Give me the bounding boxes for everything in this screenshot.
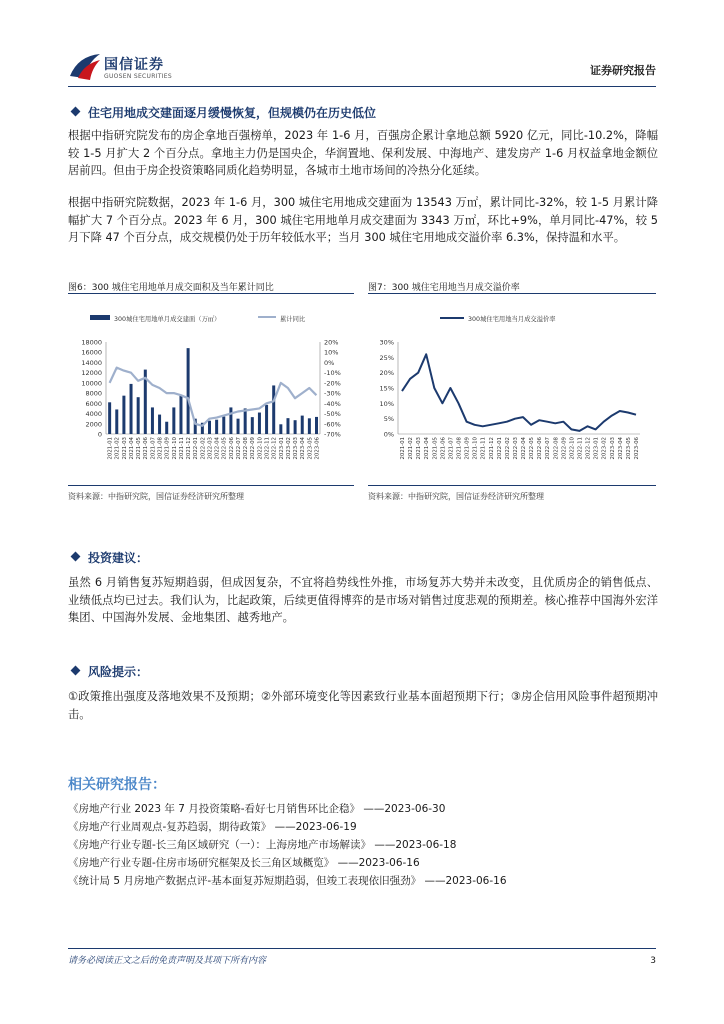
figure-6-bottom-divider xyxy=(68,485,354,486)
x-tick: 2023-03 xyxy=(293,437,300,460)
line-cumulative-yoy xyxy=(110,368,317,426)
diamond-bullet-icon xyxy=(71,666,81,676)
x-tick: 2023-01 xyxy=(593,437,600,460)
x-tick: 2021-07 xyxy=(448,437,455,460)
paragraph-investment: 虽然 6 月销售复苏短期趋弱，但成因复杂，不宜将趋势线性外推，市场复苏大势并未改变，且优质房企的销售低点、业绩低点均已过去。我们认为，比起政策，后续更值得博弈的是市场对销售过度悲观的预期差。核心推荐中国海外宏洋集团、中国海外发展、金地集团、越秀地产。 xyxy=(68,576,658,624)
x-tick: 2021-01 xyxy=(400,437,407,460)
x-tick: 2023-06 xyxy=(633,437,640,460)
x-tick: 2021-07 xyxy=(150,437,157,460)
y-tick-left: 4000 xyxy=(85,410,102,419)
x-tick: 2023-05 xyxy=(307,437,314,460)
bar-area xyxy=(158,415,161,434)
figure-6-divider xyxy=(68,293,354,294)
diamond-bullet-icon xyxy=(71,552,81,562)
x-tick: 2022-03 xyxy=(207,437,214,460)
related-report-item[interactable]: 《统计局 5 月房地产数据点评-基本面复苏短期趋弱，但竣工表现依旧强劲》 ——2023-06-16 xyxy=(68,875,507,887)
y-tick-right: 10% xyxy=(324,348,339,357)
x-tick: 2021-10 xyxy=(171,437,178,460)
x-tick: 2023-02 xyxy=(601,437,608,460)
x-tick: 2022-04 xyxy=(214,437,221,460)
x-tick: 2022-01 xyxy=(193,437,200,460)
y-tick-left: 0 xyxy=(97,430,102,439)
x-tick: 2022-09 xyxy=(250,437,257,460)
report-type: 证券研究报告 xyxy=(590,64,656,77)
page-header xyxy=(68,50,656,88)
x-tick: 2022-07 xyxy=(235,437,242,460)
y-tick-left: 2000 xyxy=(85,420,102,429)
x-tick: 2021-12 xyxy=(488,437,495,460)
x-tick: 2021-09 xyxy=(464,437,471,460)
y-tick: 20% xyxy=(379,369,394,378)
bar-area xyxy=(172,407,175,434)
bar-area xyxy=(108,402,111,434)
x-tick: 2022-06 xyxy=(537,437,544,460)
y-tick-left: 12000 xyxy=(81,369,102,378)
logo-icon xyxy=(68,52,102,82)
x-tick: 2023-06 xyxy=(314,437,321,460)
x-tick: 2021-05 xyxy=(136,437,143,460)
x-tick: 2022-08 xyxy=(553,437,560,460)
figure-6-title: 图6：300 城住宅用地单月成交面积及当年累计同比 xyxy=(68,283,274,293)
bar-area xyxy=(137,397,140,434)
x-tick: 2021-02 xyxy=(114,437,121,460)
page-number: 3 xyxy=(650,956,656,966)
bar-area xyxy=(315,417,318,434)
bar-area xyxy=(251,417,254,434)
x-tick: 2021-12 xyxy=(186,437,193,460)
footer-divider xyxy=(68,948,656,949)
bar-area xyxy=(272,385,275,434)
x-tick: 2023-02 xyxy=(285,437,292,460)
x-tick: 2022-10 xyxy=(569,437,576,460)
related-report-item[interactable]: 《房地产行业周观点-复苏趋弱，期待政策》 ——2023-06-19 xyxy=(68,821,357,833)
y-tick-right: 0% xyxy=(324,358,335,367)
bar-area xyxy=(130,384,133,434)
figure-7-source: 资料来源：中指研究院，国信证券经济研究所整理 xyxy=(368,492,544,501)
bar-area xyxy=(258,413,261,434)
y-tick: 15% xyxy=(379,384,394,393)
x-tick: 2022-09 xyxy=(561,437,568,460)
figure-7-divider xyxy=(368,293,656,294)
x-tick: 2021-05 xyxy=(432,437,439,460)
logo-name: 国信证券 xyxy=(104,57,164,73)
bar-area xyxy=(279,424,282,434)
x-tick: 2021-01 xyxy=(107,437,114,460)
x-tick: 2021-02 xyxy=(408,437,415,460)
section-title-risk: 风险提示： xyxy=(70,663,148,680)
y-tick-right: -60% xyxy=(324,420,341,429)
y-tick-left: 16000 xyxy=(81,348,102,357)
x-tick: 2021-08 xyxy=(456,437,463,460)
x-tick: 2021-09 xyxy=(164,437,171,460)
y-tick: 10% xyxy=(379,399,394,408)
bar-area xyxy=(237,419,240,434)
section-title-investment: 投资建议： xyxy=(70,549,148,566)
legend-label: 300城住宅用地单月成交建面（万㎡） xyxy=(114,316,221,323)
bar-area xyxy=(165,422,168,434)
x-tick: 2023-04 xyxy=(617,437,624,460)
x-tick: 2021-11 xyxy=(178,437,185,460)
x-tick: 2023-01 xyxy=(278,437,285,460)
y-tick-left: 6000 xyxy=(85,399,102,408)
figure-7-bottom-divider xyxy=(368,485,656,486)
x-tick: 2022-02 xyxy=(504,437,511,460)
x-tick: 2023-03 xyxy=(609,437,616,460)
y-tick-right: -70% xyxy=(324,430,341,439)
bar-area xyxy=(301,416,304,434)
bar-area xyxy=(122,396,125,434)
bar-area xyxy=(179,395,182,434)
y-tick-right: 20% xyxy=(324,338,339,347)
x-tick: 2022-07 xyxy=(545,437,552,460)
bar-area xyxy=(115,409,118,434)
bar-area xyxy=(244,408,247,434)
y-tick-left: 8000 xyxy=(85,389,102,398)
bar-area xyxy=(222,417,225,434)
related-report-item[interactable]: 《房地产行业专题-长三角区域研究（一）：上海房地产市场解读》 ——2023-06-18 xyxy=(68,839,457,851)
related-report-item[interactable]: 《房地产行业专题-住房市场研究框架及长三角区域概览》 ——2023-06-16 xyxy=(68,857,420,869)
bar-area xyxy=(229,407,232,434)
y-tick: 25% xyxy=(379,353,394,362)
y-tick-left: 18000 xyxy=(81,338,102,347)
paragraph-land-2: 根据中指研究院数据，2023 年 1-6 月，300 城住宅用地成交建面为 13543 万㎡，累计同比-32%，较 1-5 月累计降幅扩大 7 个百分点。2023 年 6 月，300 城住宅用地单月成交建面为 3343 万㎡，环比+9%，单月同比-47%，较 5 月下降 47 个百分点，成交规模仍处于历年较低水平；当月 300 城住宅用地成交溢价率 6.3%，保持温和水平。 xyxy=(68,196,658,244)
diamond-bullet-icon xyxy=(71,107,81,117)
y-tick: 30% xyxy=(379,338,394,347)
y-tick-left: 14000 xyxy=(81,358,102,367)
y-tick-right: -40% xyxy=(324,399,341,408)
bar-area xyxy=(286,418,289,434)
x-tick: 2022-12 xyxy=(585,437,592,460)
bar-area xyxy=(215,420,218,434)
figure-7-title: 图7：300 城住宅用地当月成交溢价率 xyxy=(368,283,520,293)
header-divider xyxy=(68,86,656,87)
line-premium-rate xyxy=(402,354,636,431)
legend-label: 累计同比 xyxy=(280,316,306,323)
x-tick: 2022-03 xyxy=(512,437,519,460)
y-tick: 0% xyxy=(383,430,394,439)
guosen-logo xyxy=(68,52,208,84)
x-tick: 2022-01 xyxy=(496,437,503,460)
bar-area xyxy=(151,407,154,434)
paragraph-risk: ①政策推出强度及落地效果不及预期；②外部环境变化等因素致行业基本面超预期下行；③房企信用风险事件超预期冲击。 xyxy=(68,690,658,721)
related-report-item[interactable]: 《房地产行业 2023 年 7 月投资策略-看好七月销售环比企稳》 ——2023-06-30 xyxy=(68,803,446,815)
x-tick: 2022-08 xyxy=(243,437,250,460)
x-tick: 2021-03 xyxy=(416,437,423,460)
logo-subtitle: GUOSEN SECURITIES xyxy=(104,73,173,80)
legend-label: 300城住宅用地当月成交溢价率 xyxy=(468,316,556,323)
x-tick: 2022-02 xyxy=(200,437,207,460)
bar-area xyxy=(308,418,311,434)
chart-premium-rate xyxy=(368,300,658,480)
figure-6-source: 资料来源：中指研究院，国信证券经济研究所整理 xyxy=(68,492,244,501)
x-tick: 2021-06 xyxy=(440,437,447,460)
y-tick-right: -50% xyxy=(324,410,341,419)
paragraph-land-1: 根据中指研究院发布的房企拿地百强榜单，2023 年 1-6 月，百强房企累计拿地总额 5920 亿元，同比-10.2%，降幅较 1-5 月扩大 2 个百分点。拿地主力仍是国央企，华润置地、保利发展、中海地产、建发房产 1-6 月权益拿地金额位居前四。但由于房企投资策略同质化趋势明显，各城市土地市场间的冷热分化延续。 xyxy=(68,129,658,177)
section-title-land: 住宅用地成交建面逐月缓慢恢复，但规模仍在历史低位 xyxy=(70,104,376,121)
x-tick: 2021-03 xyxy=(121,437,128,460)
y-tick-right: -10% xyxy=(324,369,341,378)
x-tick: 2023-05 xyxy=(625,437,632,460)
bar-area xyxy=(294,420,297,434)
y-tick-right: -20% xyxy=(324,379,341,388)
x-tick: 2022-11 xyxy=(264,437,271,460)
x-tick: 2021-06 xyxy=(143,437,150,460)
x-tick: 2022-05 xyxy=(529,437,536,460)
x-tick: 2022-10 xyxy=(257,437,264,460)
bar-area xyxy=(208,421,211,434)
x-tick: 2022-04 xyxy=(521,437,528,460)
x-tick: 2021-04 xyxy=(128,437,135,460)
x-tick: 2022-11 xyxy=(577,437,584,460)
bar-area xyxy=(187,348,190,434)
x-tick: 2022-06 xyxy=(228,437,235,460)
x-tick: 2021-08 xyxy=(157,437,164,460)
y-tick: 5% xyxy=(383,415,394,424)
y-tick-left: 10000 xyxy=(81,379,102,388)
y-tick-right: -30% xyxy=(324,389,341,398)
footer-disclaimer: 请务必阅读正文之后的免责声明及其项下所有内容 xyxy=(68,956,267,966)
x-tick: 2023-04 xyxy=(300,437,307,460)
x-tick: 2022-05 xyxy=(221,437,228,460)
chart-land-area xyxy=(68,300,358,480)
related-reports-title: 相关研究报告： xyxy=(68,777,166,793)
legend-swatch-bar xyxy=(90,315,110,320)
bar-area xyxy=(265,405,268,434)
x-tick: 2022-12 xyxy=(271,437,278,460)
x-tick: 2021-11 xyxy=(480,437,487,460)
x-tick: 2021-10 xyxy=(472,437,479,460)
x-tick: 2021-04 xyxy=(424,437,431,460)
